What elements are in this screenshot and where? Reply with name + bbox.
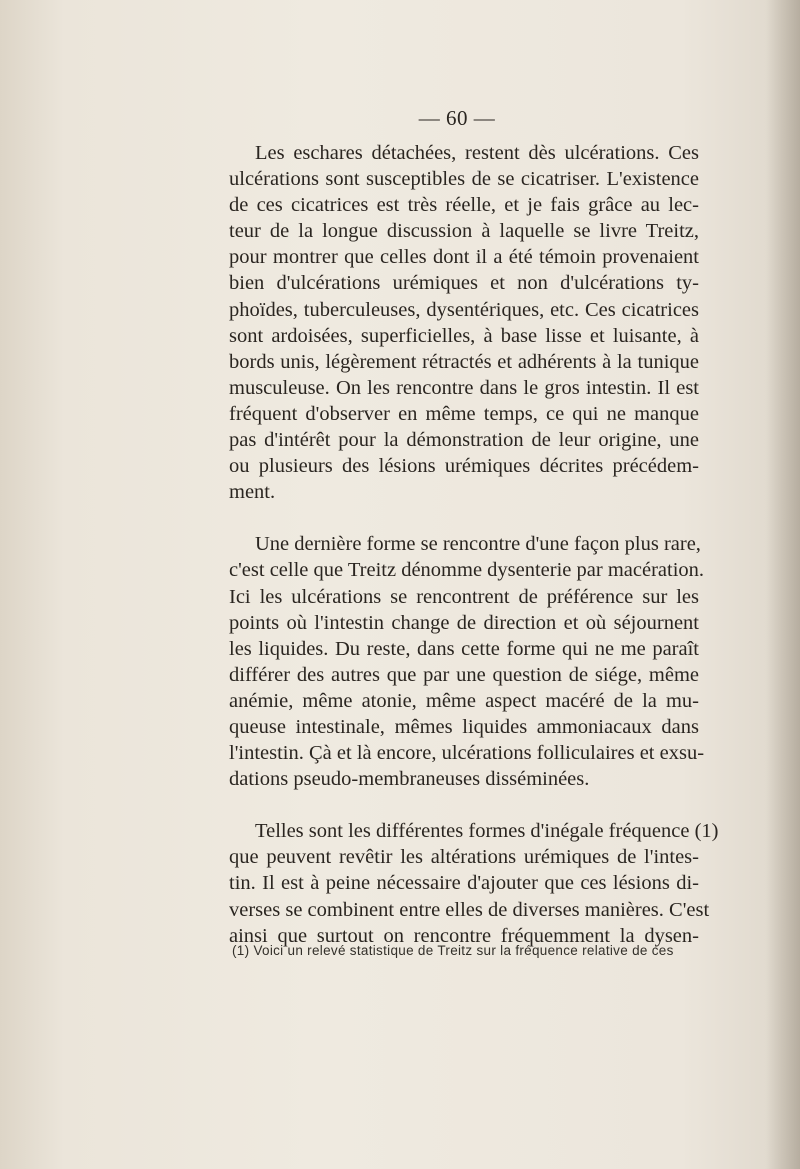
- text-line: tin. Il est à peine nécessaire d'ajouter que ces lésions di-: [229, 872, 699, 895]
- text-line: points où l'intestin change de direction et où séjournent: [229, 611, 699, 634]
- body-text: [229, 140, 719, 949]
- paragraph-1: [229, 140, 699, 505]
- text-line: Une dernière forme se rencontre d'une façon plus rare,: [255, 533, 701, 556]
- text-line: fréquent d'observer en même temps, ce qui ne manque: [229, 402, 699, 425]
- text-line: phoïdes, tuberculeuses, dysentériques, etc. Ces cicatrices: [229, 298, 699, 321]
- paragraph-3: [229, 818, 719, 948]
- paragraph-gap: [229, 505, 699, 531]
- text-line: bien d'ulcérations urémiques et non d'ulcérations ty-: [229, 272, 699, 295]
- text-line: l'intestin. Çà et là encore, ulcérations folliculaires et exsu-: [229, 742, 705, 765]
- text-line: verses se combinent entre elles de diverses manières. C'est: [229, 898, 710, 921]
- text-line: c'est celle que Treitz dénomme dysenterie par macération.: [229, 559, 705, 582]
- paragraph-gap: [229, 792, 699, 818]
- text-line: ou plusieurs des lésions urémiques décrites précédem-: [229, 455, 699, 478]
- text-line: différer des autres que par une question de siége, même: [229, 663, 699, 686]
- text-line: Ici les ulcérations se rencontrent de préférence sur les: [229, 585, 699, 608]
- text-line: ment.: [229, 481, 276, 504]
- text-line: Telles sont les différentes formes d'inégale fréquence (1): [255, 820, 719, 843]
- text-line: ulcérations sont susceptibles de se cicatriser. L'existence: [229, 168, 699, 191]
- text-line: bords unis, légèrement rétractés et adhérents à la tunique: [229, 350, 699, 373]
- text-line: que peuvent revêtir les altérations urémiques de l'intes-: [229, 846, 699, 869]
- text-line: musculeuse. On les rencontre dans le gros intestin. Il est: [229, 376, 699, 399]
- text-line: les liquides. Du reste, dans cette forme qui ne me paraît: [229, 637, 699, 660]
- text-line: pour montrer que celles dont il a été témoin provenaient: [229, 246, 699, 269]
- text-line: ainsi que surtout on rencontre fréquemment la dysen-: [229, 924, 699, 947]
- text-line: dations pseudo-membraneuses disséminées.: [229, 768, 590, 791]
- footnote: (1) Voici un relevé statistique de Treitz sur la fréquence relative de ces: [232, 943, 674, 958]
- page-number: — 60 —: [418, 106, 496, 130]
- text-line: anémie, même atonie, même aspect macéré de la mu-: [229, 689, 699, 712]
- text-line: de ces cicatrices est très réelle, et je fais grâce au lec-: [229, 194, 699, 217]
- text-line: Les eschares détachées, restent dès ulcérations. Ces: [255, 142, 699, 164]
- page-edge-shadow: [766, 0, 800, 1169]
- text-line: teur de la longue discussion à laquelle se livre Treitz,: [229, 220, 699, 243]
- paragraph-2: [229, 531, 705, 792]
- text-line: pas d'intérêt pour la démonstration de leur origine, une: [229, 429, 699, 452]
- text-line: queuse intestinale, mêmes liquides ammoniacaux dans: [229, 715, 699, 738]
- text-line: sont ardoisées, superficielles, à base lisse et luisante, à: [229, 324, 699, 347]
